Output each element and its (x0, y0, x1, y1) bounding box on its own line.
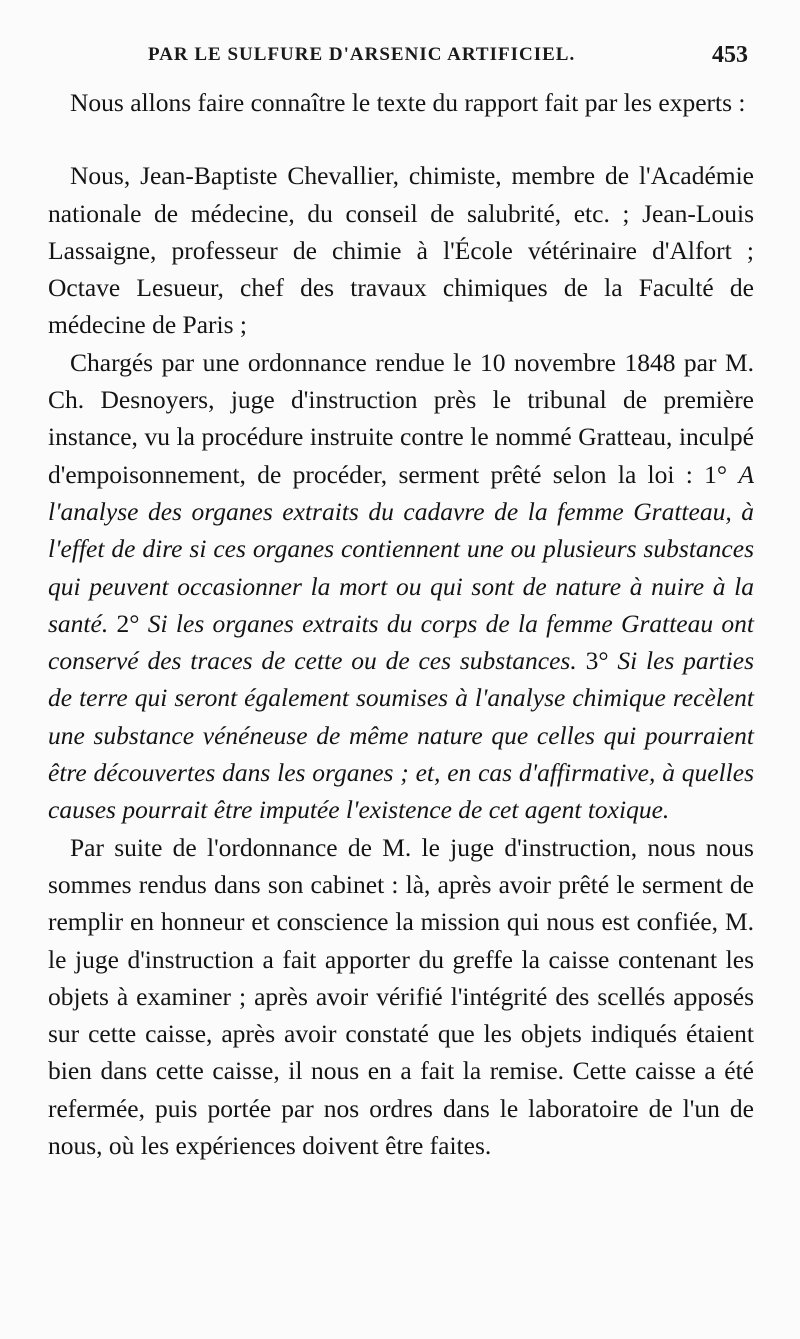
mission-item-3: Si les parties de terre qui seront également soumises à l'analyse chimique recèlent une substance vénéneuse de même nature que celles qui pourraient être découvertes dans les organes ; et, en cas d'affirmative, à quelles causes pourrait être imputée l'existence de cet agent toxique. (48, 646, 754, 825)
mission-number-2: 2° (116, 608, 140, 638)
paragraph-procedure: Par suite de l'ordonnance de M. le juge d'instruction, nous nous sommes rendus dans son cabinet : là, après avoir prêté le serment de remplir en honneur et conscience la mission qui nous est confiée, M. le juge d'instruction a fait apporter du greffe la caisse contenant les objets à examiner ; après avoir vérifié l'intégrité des scellés apposés sur cette caisse, après avoir constaté que les objets indiqués étaient bien dans cette caisse, il nous en a fait la remise. Cette caisse a été refermée, puis portée par nos ordres dans le laboratoire de l'un de nous, où les expériences doivent être faites. (48, 832, 754, 1161)
body-text (48, 84, 754, 1164)
mission-item-2: Si les organes extraits du corps de la femme Gratteau ont conservé des traces de cette ou de ces substances. (48, 608, 755, 676)
page-header (48, 42, 754, 76)
mission-intro: Chargés par une ordonnance rendue le 10 novembre 1848 par M. Ch. Desnoyers, juge d'instruction près le tribunal de première instance, vu la procédure instruite contre le nommé Gratteau, inculpé d'empoisonnement, de procéder, serment prêté selon la loi : 1° (48, 347, 754, 489)
mission-item-1: A l'analyse des organes extraits du cadavre de la femme Gratteau, à l'effet de dire si ces organes contiennent une ou plusieurs substances qui peuvent occasionner la mort ou qui sont de nature à nuire à la santé. (48, 459, 755, 638)
mission-number-3: 3° (585, 646, 609, 676)
page-number: 453 (712, 42, 748, 68)
running-title: PAR LE SULFURE D'ARSENIC ARTIFICIEL. (148, 44, 576, 65)
paragraph-gap (48, 121, 754, 157)
paragraph-intro: Nous allons faire connaître le texte du rapport fait par les experts : (70, 88, 746, 117)
paragraph-mission (48, 344, 754, 829)
paragraph-experts: Nous, Jean-Baptiste Chevallier, chimiste, membre de l'Académie nationale de médecine, du conseil de salubrité, etc. ; Jean-Louis Lassaigne, professeur de chimie à l'École vétérinaire d'Alfort ; Octave Lesueur, chef des travaux chimiques de la Faculté de médecine de Paris ; (48, 161, 754, 340)
